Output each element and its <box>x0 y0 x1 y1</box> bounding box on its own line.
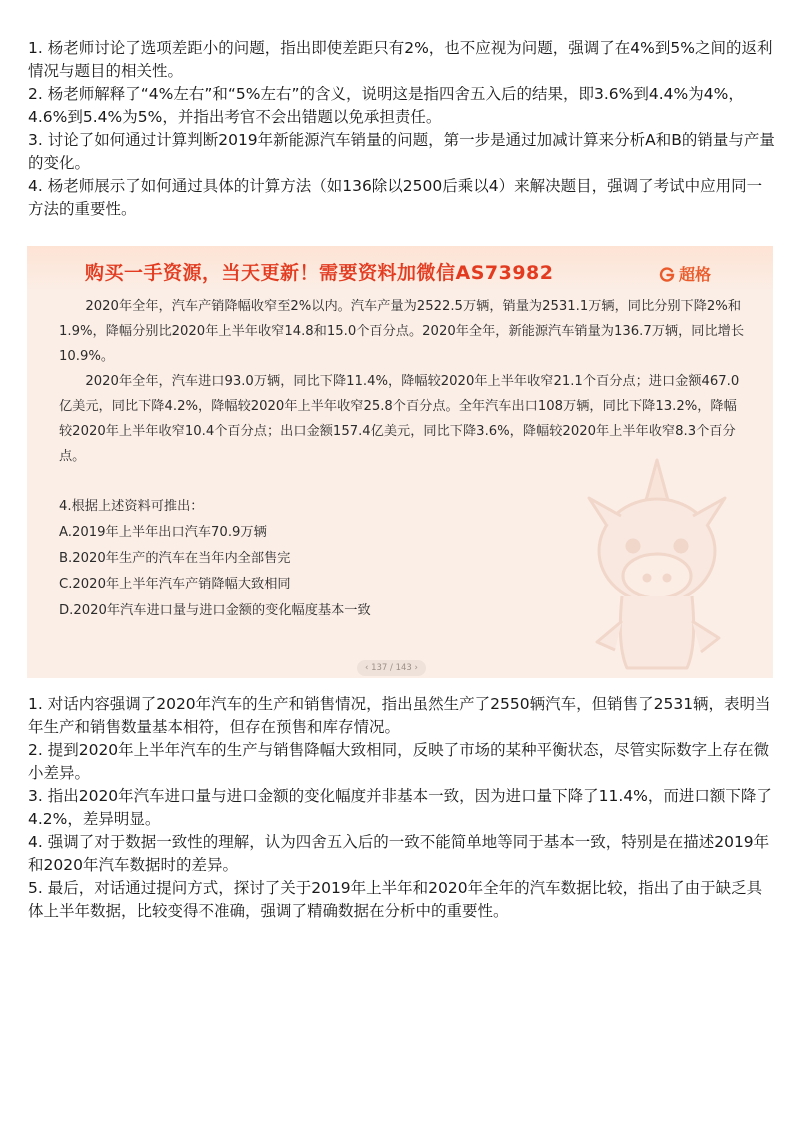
note-item: 4. 强调了对于数据一致性的理解，认为四舍五入后的一致不能简单地等同于基本一致，特别是在描述2019年和2020年汽车数据时的差异。 <box>28 833 770 874</box>
question-option: C.2020年上半年汽车产销降幅大致相同 <box>59 577 291 592</box>
note-item: 2. 杨老师解释了“4%左右”和“5%左右”的含义，说明这是指四舍五入后的结果，即3.6%到4.4%为4%，4.6%到5.4%为5%，并指出考官不会出错题以免承担责任。 <box>28 85 744 126</box>
ad-banner <box>27 246 773 292</box>
brand-name: 超格 <box>679 265 712 284</box>
notes-summary-bottom <box>28 693 776 923</box>
note-item: 3. 指出2020年汽车进口量与进口金额的变化幅度并非基本一致，因为进口量下降了11.4%，而进口额下降了4.2%，差异明显。 <box>28 787 772 828</box>
note-item: 2. 提到2020年上半年汽车的生产与销售降幅大致相同，反映了市场的某种平衡状态，尽管实际数字上存在微小差异。 <box>28 741 770 782</box>
material-text <box>59 294 749 469</box>
question-option: D.2020年汽车进口量与进口金额的变化幅度基本一致 <box>59 603 371 618</box>
banner-text: 购买一手资源，当天更新！需要资料加微信AS73982 <box>85 262 554 284</box>
lecture-slide-screenshot <box>27 246 773 678</box>
brand-logo <box>659 262 711 285</box>
note-item: 5. 最后，对话通过提问方式，探讨了关于2019年上半年和2020年全年的汽车数据比较，指出了由于缺乏具体上半年数据，比较变得不准确，强调了精确数据在分析中的重要性。 <box>28 879 763 920</box>
question-option: B.2020年生产的汽车在当年内全部售完 <box>59 551 291 566</box>
material-paragraph: 2020年全年，汽车进口93.0万辆，同比下降11.4%，降幅较2020年上半年收窄21.1个百分点；进口金额467.0亿美元，同比下降4.2%，降幅较2020年上半年收窄25.8个百分点。全年汽车出口108万辆，同比下降13.2%，降幅较2020年上半年收窄10.4个百分点；出口金额157.4亿美元，同比下降3.6%，降幅较2020年上半年收窄8.3个百分点。 <box>59 374 740 464</box>
material-paragraph: 2020年全年，汽车产销降幅收窄至2%以内。汽车产量为2522.5万辆，销量为2531.1万辆，同比分别下降2%和1.9%，降幅分别比2020年上半年收窄14.8和15.0个百分点。2020年全年，新能源汽车销量为136.7万辆，同比增长10.9%。 <box>59 299 745 364</box>
brand-g-icon <box>659 266 675 282</box>
question-option: A.2019年上半年出口汽车70.9万辆 <box>59 525 267 540</box>
page-indicator[interactable]: ‹ 137 / 143 › <box>357 660 426 676</box>
notes-summary-top <box>28 37 776 221</box>
note-item: 1. 对话内容强调了2020年汽车的生产和销售情况，指出虽然生产了2550辆汽车，但销售了2531辆，表明当年生产和销售数量基本相符，但存在预售和库存情况。 <box>28 695 771 736</box>
question-block <box>59 494 559 624</box>
note-item: 3. 讨论了如何通过计算判断2019年新能源汽车销量的问题，第一步是通过加减计算来分析A和B的销量与产量的变化。 <box>28 131 775 172</box>
question-stem: 4.根据上述资料可推出： <box>59 499 204 514</box>
note-item: 1. 杨老师讨论了选项差距小的问题，指出即使差距只有2%，也不应视为问题，强调了在4%到5%之间的返利情况与题目的相关性。 <box>28 39 773 80</box>
unicorn-mascot-watermark <box>567 446 747 676</box>
note-item: 4. 杨老师展示了如何通过具体的计算方法（如136除以2500后乘以4）来解决题目，强调了考试中应用同一方法的重要性。 <box>28 177 763 218</box>
